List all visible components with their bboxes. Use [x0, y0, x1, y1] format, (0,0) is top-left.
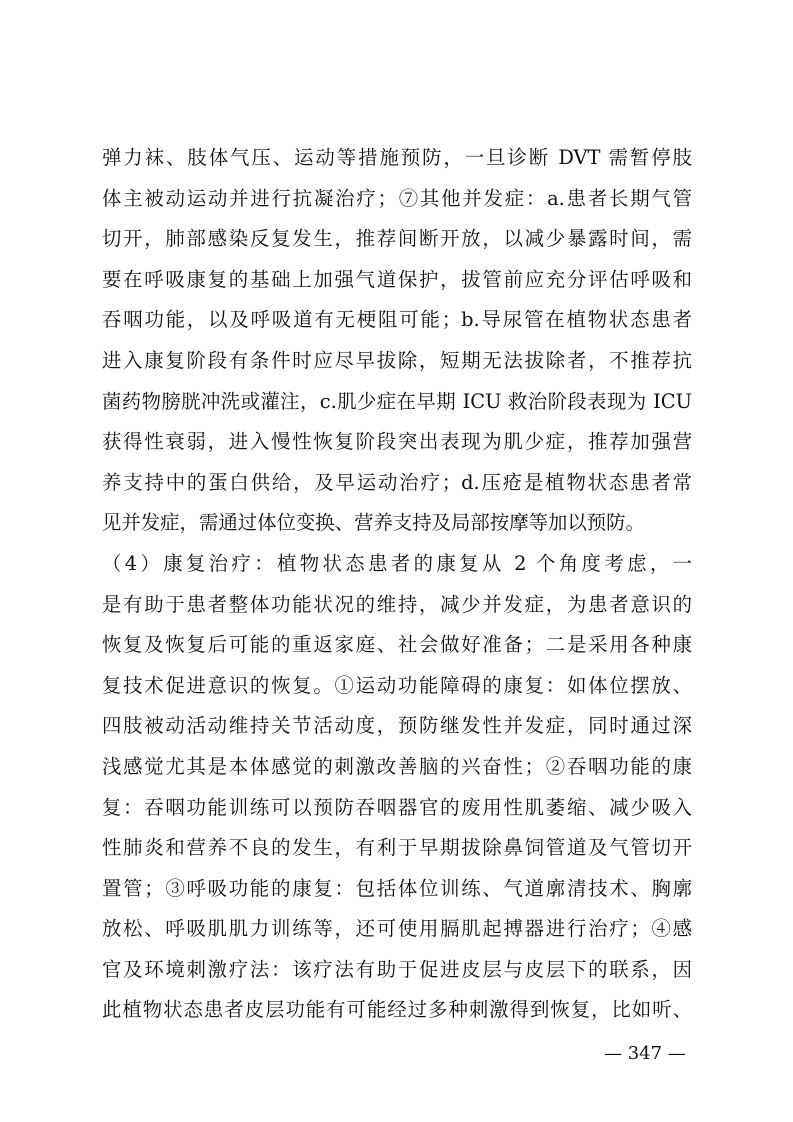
- text-line: 浅感觉尤其是本体感觉的刺激改善脑的兴奋性；②吞咽功能的康: [102, 754, 692, 778]
- text-line: 获得性衰弱，进入慢性恢复阶段突出表现为肌少症，推荐加强营: [102, 430, 692, 454]
- text-line: 见并发症，需通过体位变换、营养支持及局部按摩等加以预防。: [102, 511, 645, 535]
- text-line: 此植物状态患者皮层功能有可能经过多种刺激得到恢复，比如听、: [102, 998, 692, 1022]
- text-line: 四肢被动活动维持关节活动度，预防继发性并发症，同时通过深: [102, 714, 692, 738]
- text-line: （4）康复治疗：植物状态患者的康复从 2 个角度考虑，一: [102, 551, 692, 575]
- text-line: 体主被动运动并进行抗凝治疗；⑦其他并发症：a.患者长期气管: [102, 186, 692, 210]
- text-line: 要在呼吸康复的基础上加强气道保护，拔管前应充分评估呼吸和: [102, 267, 692, 291]
- text-line: 官及环境刺激疗法：该疗法有助于促进皮层与皮层下的联系，因: [102, 957, 692, 981]
- text-line: 菌药物膀胱冲洗或灌注，c.肌少症在早期 ICU 救治阶段表现为 ICU: [102, 389, 692, 413]
- text-line: 养支持中的蛋白供给，及早运动治疗；d.压疮是植物状态患者常: [102, 470, 692, 494]
- text-line: 复技术促进意识的恢复。①运动功能障碍的康复：如体位摆放、: [102, 673, 692, 697]
- body-text: [102, 138, 692, 1031]
- text-line: 进入康复阶段有条件时应尽早拔除，短期无法拔除者，不推荐抗: [102, 348, 692, 372]
- text-line: 性肺炎和营养不良的发生，有利于早期拔除鼻饲管道及气管切开: [102, 836, 692, 860]
- text-line: 弹力袜、肢体气压、运动等措施预防，一旦诊断 DVT 需暂停肢: [102, 146, 692, 169]
- text-line: 复：吞咽功能训练可以预防吞咽器官的废用性肌萎缩、减少吸入: [102, 795, 692, 819]
- text-line: 是有助于患者整体功能状况的维持，减少并发症，为患者意识的: [102, 592, 692, 616]
- text-line: 放松、呼吸肌肌力训练等，还可使用膈肌起搏器进行治疗；④感: [102, 917, 692, 941]
- text-line: 吞咽功能，以及呼吸道有无梗阻可能；b.导尿管在植物状态患者: [102, 308, 692, 332]
- page-number: — 347 —: [604, 1043, 686, 1064]
- text-line: 切开，肺部感染反复发生，推荐间断开放，以减少暴露时间，需: [102, 227, 692, 251]
- text-line: 置管；③呼吸功能的康复：包括体位训练、气道廓清技术、胸廓: [102, 876, 692, 900]
- text-line: 恢复及恢复后可能的重返家庭、社会做好准备；二是采用各种康: [102, 633, 692, 657]
